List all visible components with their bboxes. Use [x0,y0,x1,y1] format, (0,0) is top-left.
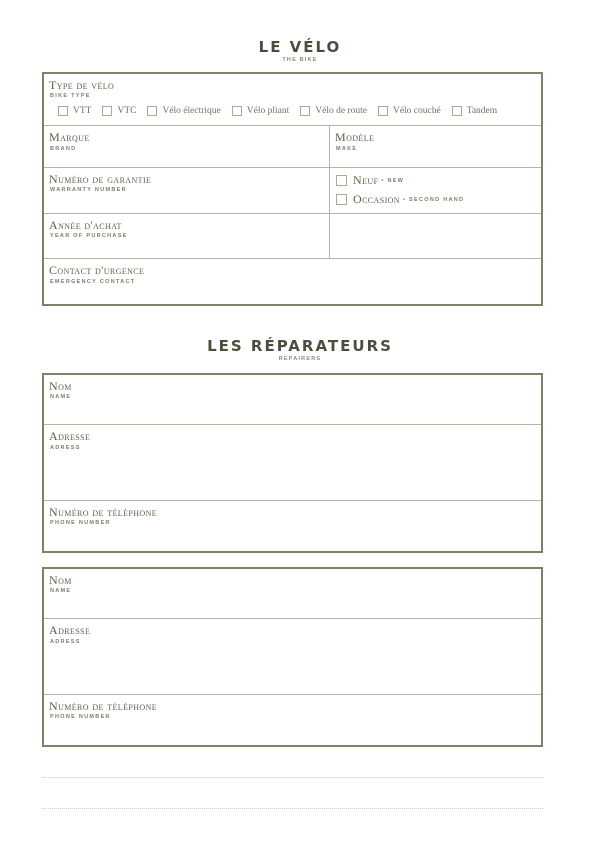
column-divider [329,125,330,258]
bike-type-sub: BIKE TYPE [50,93,91,99]
checkbox[interactable] [147,106,157,116]
divider [44,167,541,168]
repairer-card [42,373,543,553]
option-label: VTT [73,106,92,116]
divider [44,125,541,126]
bike-type-option-recumbent[interactable] [378,106,441,116]
emergency-contact-sub: EMERGENCY CONTACT [50,279,136,285]
repairer-phone-label: Numéro de téléphone [49,505,158,519]
purchase-year-label: Année d'achat [49,218,122,232]
checkbox[interactable] [378,106,388,116]
checkbox[interactable] [58,106,68,116]
condition-used[interactable] [336,192,464,207]
checkbox[interactable] [232,106,242,116]
condition-new-sub: • NEW [381,177,405,184]
option-label: VTC [117,106,137,116]
bike-type-option-folding[interactable] [232,106,289,116]
repairer-address-sub: ADRESS [50,639,81,645]
option-label: Tandem [466,106,498,116]
divider [44,694,541,695]
repairer-card [42,567,543,747]
option-label: Vélo électrique [162,106,221,116]
condition-used-sub: • SECOND HAND [402,196,465,203]
bike-info-box [42,72,543,306]
bike-section-subtitle: THE BIKE [282,57,318,63]
checkbox[interactable] [452,106,462,116]
model-sub: MAKE [336,146,358,152]
divider [44,258,541,259]
divider [44,213,541,214]
divider [44,618,541,619]
warranty-sub: WARRANTY NUMBER [50,187,127,193]
bike-type-option-tandem[interactable] [452,106,497,116]
repairer-address-sub: ADRESS [50,445,81,451]
repairers-section-title: LES RÉPARATEURS [207,337,393,355]
repairer-phone-sub: PHONE NUMBER [50,520,111,526]
option-label: Vélo couché [392,106,441,116]
checkbox[interactable] [300,106,310,116]
repairer-name-label: Nom [49,379,72,393]
repairer-address-label: Adresse [49,623,91,637]
option-label: Vélo de route [315,106,367,116]
purchase-year-sub: YEAR OF PURCHASE [50,233,128,239]
repairers-section-subtitle: REPAIRERS [278,356,322,362]
repairer-address-label: Adresse [49,429,91,443]
condition-new-label: Neuf [353,173,379,187]
repairer-phone-sub: PHONE NUMBER [50,714,111,720]
checkbox[interactable] [336,194,347,205]
writing-line [42,777,543,778]
option-label: Vélo pliant [246,106,290,116]
divider [44,500,541,501]
writing-line [42,808,543,809]
divider [44,424,541,425]
model-label: Modèle [335,130,375,144]
repairer-name-sub: NAME [50,394,72,400]
brand-label: Marque [49,130,90,144]
bike-type-label: Type de vélo [49,78,115,92]
condition-used-label: Occasion [353,192,400,206]
warranty-label: Numéro de garantie [49,172,152,186]
bike-type-option-vtt[interactable] [58,106,91,116]
bike-section-title: LE VÉLO [258,38,342,56]
repairer-name-sub: NAME [50,588,72,594]
repairer-name-label: Nom [49,573,72,587]
condition-new[interactable] [336,173,404,188]
bike-type-options [58,106,508,116]
bike-type-option-road[interactable] [300,106,367,116]
checkbox[interactable] [102,106,112,116]
emergency-contact-label: Contact d'urgence [49,263,145,277]
bike-type-option-electric[interactable] [147,106,220,116]
brand-sub: BRAND [50,146,77,152]
checkbox[interactable] [336,175,347,186]
repairer-phone-label: Numéro de téléphone [49,699,158,713]
bike-type-option-vtc[interactable] [102,106,136,116]
